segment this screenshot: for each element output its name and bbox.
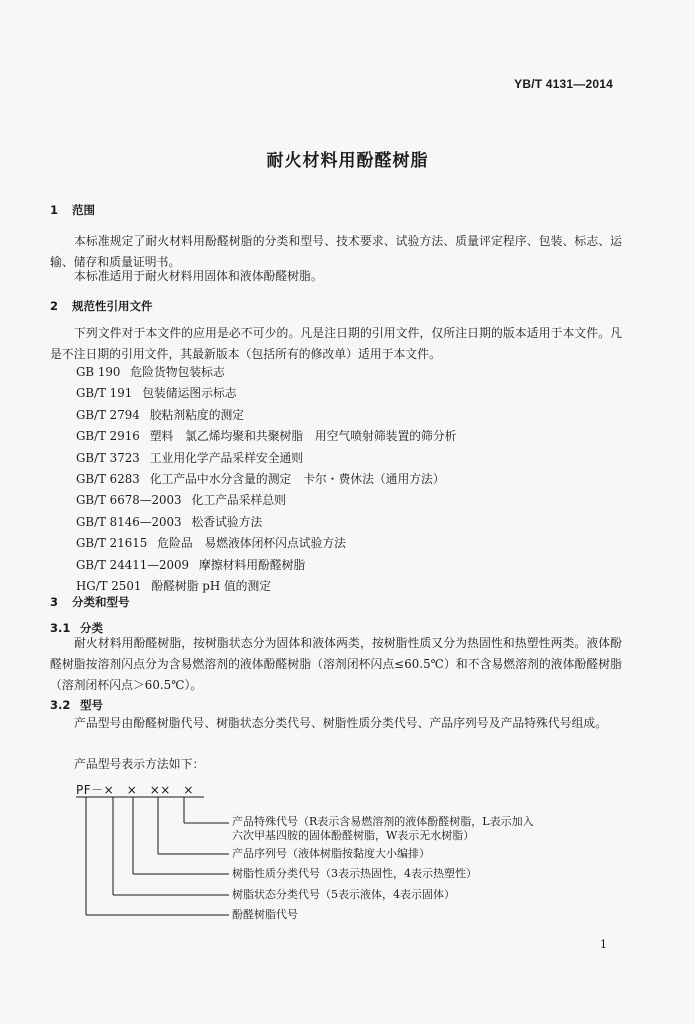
section-title: 分类 [80, 621, 103, 635]
reference-code: HG/T 2501 [76, 578, 142, 593]
reference-title: 酚醛树脂 pH 值的测定 [151, 578, 272, 593]
reference-title: 摩擦材料用酚醛树脂 [199, 557, 306, 572]
reference-item [76, 512, 456, 533]
label-sequence-number: 产品序列号（液体树脂按黏度大小编排） [232, 847, 430, 860]
model-code-template: PF－× × ×× × [76, 783, 194, 797]
label-resin-state: 树脂状态分类代号（5表示液体，4表示固体） [232, 888, 455, 901]
reference-title: 塑料 氯乙烯均聚和共聚树脂 用空气喷射筛装置的筛分析 [149, 429, 457, 444]
reference-title: 危险品 易燃液体闭杯闪点试验方法 [157, 536, 346, 551]
reference-item [76, 405, 456, 426]
reference-code: GB/T 2794 [76, 407, 140, 422]
reference-code: GB/T 2916 [76, 429, 140, 444]
section-3-heading [50, 594, 130, 610]
section-number: 3.2 [50, 698, 71, 712]
section-2-intro: 下列文件对于本文件的应用是必不可少的。凡是注日期的引用文件，仅所注日期的版本适用于本文件。凡是不注日期的引用文件，其最新版本（包括所有的修改单）适用于本文件。 [50, 326, 622, 361]
page-number: 1 [600, 938, 607, 951]
reference-title: 化工产品采样总则 [191, 493, 286, 508]
reference-item [76, 383, 456, 404]
section-number: 3.1 [50, 621, 71, 635]
reference-title: 松香试验方法 [191, 514, 263, 529]
reference-title: 工业用化学产品采样安全通则 [149, 450, 304, 465]
reference-item [76, 469, 456, 490]
reference-item [76, 533, 456, 554]
reference-item [76, 426, 456, 447]
label-resin-code: 酚醛树脂代号 [232, 908, 298, 921]
section-number: 2 [50, 299, 59, 313]
section-1-paragraph-2: 本标准适用于耐火材料用固体和液体酚醛树脂。 [74, 269, 323, 283]
label-special-code: 产品特殊代号（R表示含易燃溶剂的液体酚醛树脂，L表示加入 [232, 815, 534, 828]
reference-code: GB/T 8146—2003 [76, 514, 182, 529]
section-1-paragraph-1: 本标准规定了耐火材料用酚醛树脂的分类和型号、技术要求、试验方法、质量评定程序、包装、标志、运输、储存和质量证明书。 [50, 234, 622, 269]
standard-code: YB/T 4131—2014 [514, 77, 613, 91]
reference-title: 化工产品中水分含量的测定 卡尔・费休法（通用方法） [149, 471, 445, 486]
section-3-2-paragraph-2: 产品型号表示方法如下： [74, 757, 205, 771]
section-title: 分类和型号 [72, 595, 130, 609]
reference-code: GB/T 191 [76, 386, 133, 401]
reference-code: GB/T 6283 [76, 471, 140, 486]
reference-item [76, 448, 456, 469]
section-title: 范围 [72, 203, 95, 217]
reference-item [76, 555, 456, 576]
reference-item [76, 490, 456, 511]
reference-code: GB/T 6678—2003 [76, 493, 182, 508]
reference-title: 危险货物包装标志 [130, 365, 225, 379]
label-special-code-cont: 六次甲基四胺的固体酚醛树脂，W表示无水树脂） [232, 829, 475, 842]
section-3-1-paragraph: 耐火材料用酚醛树脂，按树脂状态分为固体和液体两类，按树脂性质又分为热固性和热塑性两类。液体酚醛树脂按溶剂闪点分为含易燃溶剂的液体酚醛树脂（溶剂闭杯闪点≤60.5℃）和不含易燃溶剂的液体酚醛树脂（溶剂闭杯闪点＞60.5℃）。 [50, 636, 622, 692]
section-2-heading [50, 298, 153, 314]
reference-list [76, 362, 456, 597]
section-number: 1 [50, 203, 59, 217]
model-code-diagram [76, 781, 636, 931]
section-title: 规范性引用文件 [72, 299, 153, 313]
reference-code: GB/T 24411—2009 [76, 557, 190, 572]
reference-code: GB 190 [76, 365, 121, 379]
section-title: 型号 [80, 698, 103, 712]
section-number: 3 [50, 595, 59, 609]
section-1-heading [50, 202, 95, 218]
label-resin-property: 树脂性质分类代号（3表示热固性，4表示热塑性） [232, 867, 477, 880]
reference-title: 胶粘剂粘度的测定 [149, 407, 245, 422]
reference-code: GB/T 3723 [76, 450, 140, 465]
reference-code: GB/T 21615 [76, 536, 148, 551]
section-3-2-heading [50, 697, 103, 713]
reference-item [76, 362, 456, 383]
reference-title: 包装储运图示标志 [142, 386, 237, 401]
section-3-2-paragraph-1: 产品型号由酚醛树脂代号、树脂状态分类代号、树脂性质分类代号、产品序列号及产品特殊代号组成。 [74, 716, 608, 730]
reference-item [76, 576, 456, 597]
document-title: 耐火材料用酚醛树脂 [266, 151, 429, 171]
